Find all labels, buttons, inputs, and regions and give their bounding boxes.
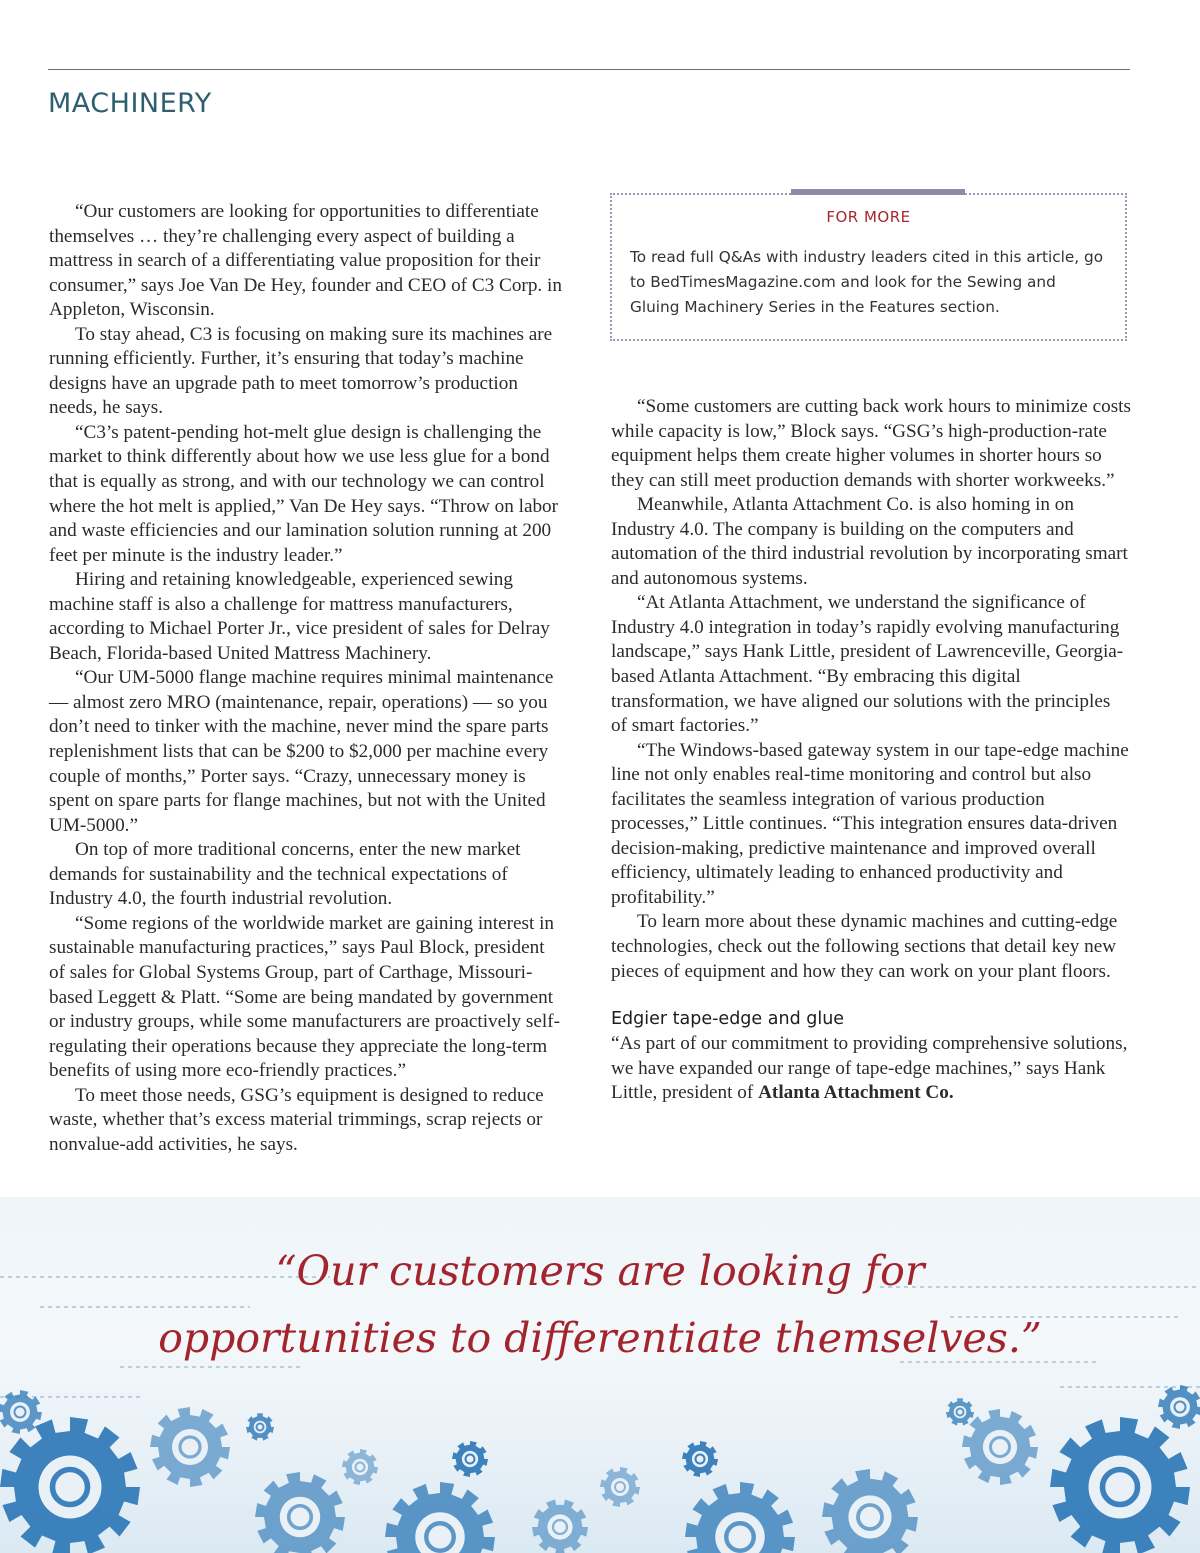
gear-icon xyxy=(452,1441,488,1477)
gear-icon xyxy=(532,1499,588,1553)
paragraph: To stay ahead, C3 is focusing on making sure its machines are running efficiently. Further, it’s ensuring that today’s machine designs have an upgrade path to meet tomorrow’s production needs, he says. xyxy=(49,323,553,419)
gear-icon xyxy=(682,1441,718,1477)
paragraph: Meanwhile, Atlanta Attachment Co. is also homing in on Industry 4.0. The company is building on the computers and automation of the third industrial revolution by incorporating smart and autonomous systems. xyxy=(611,494,1128,589)
paragraph: “C3’s patent-pending hot-melt glue design is challenging the market to think differently about how we use less glue for a bond that is equally as strong, and with our technology we can control where the hot melt is applied,” Van De Hey says. “Throw on labor and waste efficiencies and our lamination solution running at 200 feet per minute is the industry leader.” xyxy=(49,421,559,566)
paragraph: On top of more traditional concerns, enter the new market demands for sustainability and the technical expectations of Industry 4.0, the fourth industrial revolution. xyxy=(49,839,521,910)
paragraph: “Some regions of the worldwide market are gaining interest in sustainable manufacturing practices,” says Paul Block, president of sales for Global Systems Group, part of Carthage, Missouri-based Leggett & Platt. “Some are being mandated by government or industry groups, while some manufacturers are proactively self-regulating their operations because they appreciate the long-term benefits of using more eco-friendly practices.” xyxy=(49,912,560,1082)
article-column-right xyxy=(611,395,1131,1106)
gear-icon xyxy=(600,1467,640,1507)
section-label: MACHINERY xyxy=(48,88,212,119)
company-name: Atlanta Attachment Co. xyxy=(758,1082,954,1104)
gear-icon xyxy=(946,1398,974,1425)
paragraph xyxy=(611,1032,1131,1106)
gear-icon xyxy=(0,1417,140,1553)
gear-icon xyxy=(685,1482,795,1553)
for-more-text: To read full Q&As with industry leaders cited in this article, go to BedTimesMagazine.com and look for the Sewing and Gluing Machinery Series in the Features section. xyxy=(630,248,1104,316)
paragraph: “Some customers are cutting back work hours to minimize costs while capacity is low,” Block says. “GSG’s high-production-rate equipment helps them create higher volumes in shorter hours so they can still meet production demands with shorter workweeks.” xyxy=(611,396,1131,491)
pull-quote-line: opportunities to differentiate themselves.” xyxy=(158,1314,1042,1362)
pull-quote-line: “Our customers are looking for xyxy=(275,1247,925,1295)
gear-icon xyxy=(385,1482,495,1553)
paragraph: To learn more about these dynamic machines and cutting-edge technologies, check out the following sections that detail key new pieces of equipment and how they can work on your plant floors. xyxy=(611,911,1118,982)
gear-icon xyxy=(342,1449,378,1485)
paragraph: “Our UM-5000 flange machine requires minimal maintenance — almost zero MRO (maintenance, repair, operations) — so you don’t need to tinker with the machine, never mind the spare parts replenishment lists that can be $200 to $2,000 per machine every couple of months,” Porter says. “Crazy, unnecessary money is spent on spare parts for flange machines, but not with the United UM-5000.” xyxy=(49,667,554,836)
for-more-box-tab xyxy=(791,189,965,195)
article-column-left xyxy=(49,200,565,1157)
gear-icon xyxy=(1158,1385,1200,1429)
paragraph: “Our customers are looking for opportunities to differentiate themselves … they’re challenging every aspect of building a mattress in search of a differentiating value proposition for their consumer,” says Joe Van De Hey, founder and CEO of C3 Corp. in Appleton, Wisconsin. xyxy=(49,201,562,321)
gear-icon xyxy=(822,1469,918,1553)
paragraph-text: “As part of our commitment to providing comprehensive solutions, we have expanded our range of tape-edge machines,” says Hank Little, president of xyxy=(611,1033,1128,1104)
subheading: Edgier tape-edge and glue xyxy=(611,1009,845,1030)
paragraph: “At Atlanta Attachment, we understand the significance of Industry 4.0 integration in today’s rapidly evolving manufacturing landscape,” says Hank Little, president of Lawrenceville, Georgia-based Atlanta Attachment. “By embracing this digital transformation, we have aligned our solutions with the principles of smart factories.” xyxy=(611,592,1124,737)
gear-icon xyxy=(255,1472,345,1553)
gear-icon xyxy=(150,1407,230,1487)
header-rule xyxy=(48,69,1130,70)
paragraph: Hiring and retaining knowledgeable, experienced sewing machine staff is also a challenge for mattress manufacturers, according to Michael Porter Jr., vice president of sales for Delray Beach, Florida-based United Mattress Machinery. xyxy=(49,569,550,664)
paragraph: “The Windows-based gateway system in our tape-edge machine line not only enables real-time monitoring and control but also facilitates the seamless integration of various production processes,” Little continues. “This integration ensures data-driven decision-making, predictive maintenance and improved overall efficiency, ultimately leading to enhanced productivity and profitability.” xyxy=(611,739,1129,908)
pull-quote xyxy=(0,1238,1200,1372)
gear-icon xyxy=(246,1413,274,1440)
paragraph: To meet those needs, GSG’s equipment is designed to reduce waste, whether that’s excess material trimmings, scrap rejects or nonvalue-add activities, he says. xyxy=(49,1084,544,1155)
gear-icon xyxy=(962,1409,1038,1485)
gear-icon xyxy=(1050,1417,1190,1553)
for-more-title: FOR MORE xyxy=(826,208,911,226)
